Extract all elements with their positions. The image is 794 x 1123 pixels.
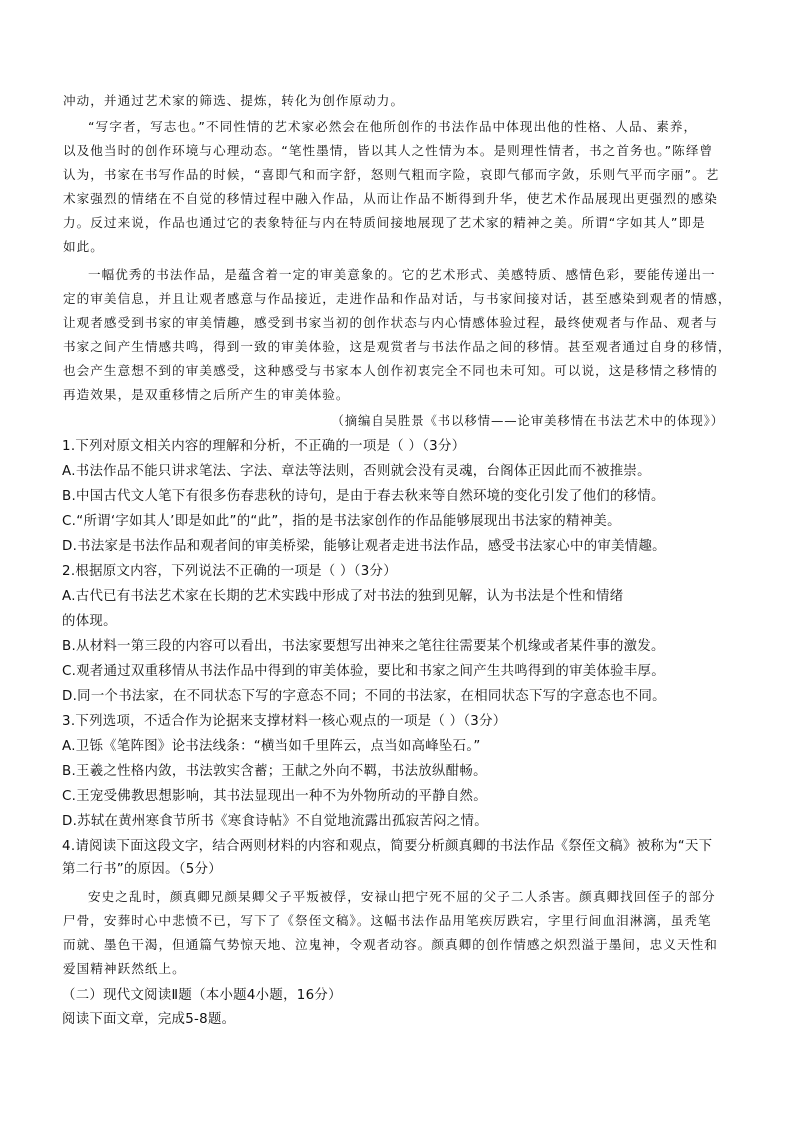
question-3-stem: 3.下列选项，不适合作为论据来支撑材料一核心观点的一项是（ ）（3分） [62, 714, 507, 729]
question-1-option-a: A.书法作品不能只讲求笔法、字法、章法等法则，否则就会没有灵魂，台阁体正因此而不被推崇。 [62, 464, 651, 479]
question-2-option-a-cont: 的体现。 [62, 614, 117, 629]
passage-line: 认为，书家在书写作品的时候，“喜即气和而字舒，怒则气粗而字险，哀即气郁而字敛，乐则气平而字丽”。艺 [63, 167, 720, 182]
passage-line: 以及他当时的创作环境与心理动态。“笔性墨情，皆以其人之性情为本。是则理性情者，书之首务也。”陈绎曾 [63, 143, 714, 158]
question-4-excerpt-line: 爱国精神跃然纸上。 [63, 961, 186, 976]
question-1-stem: 1.下列对原文相关内容的理解和分析，不正确的一项是（ ）（3分） [62, 439, 466, 454]
question-2-option-a: A.古代已有书法艺术家在长期的艺术实践中形成了对书法的独到见解，认为书法是个性和情绪 [62, 589, 624, 604]
question-4-stem-cont: 第二行书”的原因。（5分） [62, 862, 222, 877]
passage-line: 冲动，并通过艺术家的筛选、提炼，转化为创作原动力。 [63, 93, 405, 108]
passage-line: 一幅优秀的书法作品，是蕴含着一定的审美意象的。它的艺术形式、美感特质、感情色彩，要能传递出一 [88, 267, 716, 282]
passage-line: “写字者，写志也。”不同性情的艺术家必然会在他所创作的书法作品中体现出他的性格、人品、素养， [88, 119, 698, 134]
question-4-excerpt-line: 而就、墨色干渴，但通篇气势惊天地、泣鬼神，令观者动容。颜真卿的创作情感之炽烈溢于墨间，忠义天性和 [63, 937, 718, 952]
source-citation: （摘编自吴胜景《书以移情——论审美移情在书法艺术中的体现》） [331, 413, 724, 428]
section-heading: （二）现代文阅读Ⅱ题（本小题4小题，16分） [62, 988, 342, 1003]
question-3-option-d: D.苏轼在黄州寒食节所书《寒食诗帖》不自觉地流露出孤寂苦闷之情。 [62, 814, 488, 829]
question-2-option-b: B.从材料一第三段的内容可以看出，书法家要想写出神来之笔往往需要某个机缘或者某件事的激发。 [62, 639, 665, 654]
question-3-option-b: B.王羲之性格内敛，书法敦实含蓄；王献之外向不羁，书法放纵酣畅。 [62, 764, 487, 779]
question-1-option-b: B.中国古代文人笔下有很多伤春悲秋的诗句，是由于春去秋来等自然环境的变化引发了他们的移情。 [62, 489, 665, 504]
passage-line: 力。反过来说，作品也通过它的表象特征与内在特质间接地展现了艺术家的精神之美。所谓“字如其人”即是 [63, 215, 706, 230]
question-1-option-d: D.书法家是书法作品和观者间的审美桥梁，能够让观者走进书法作品，感受书法家心中的审美情趣。 [62, 539, 666, 554]
passage-line: 让观者感受到书家的审美情趣，感受到书家当初的创作状态与内心情感体验过程，最终使观者与作品、观者与 [63, 315, 718, 330]
passage-line: 定的审美信息，并且让观者感意与作品接近，走进作品和作品对话，与书家间接对话，甚至感染到观者的情感， [63, 291, 732, 306]
question-2-option-c: C.观者通过双重移情从书法作品中得到的审美体验，要比和书家之间产生共鸣得到的审美体验丰厚。 [62, 664, 665, 679]
question-3-option-a: A.卫铄《笔阵图》论书法线条：“横当如千里阵云，点当如高峰坠石。” [62, 739, 481, 754]
question-4-stem: 4.请阅读下面这段文字，结合两则材料的内容和观点，简要分析颜真卿的书法作品《祭侄文稿》被称为“天下 [62, 839, 713, 854]
question-2-stem: 2.根据原文内容，下列说法不正确的一项是（ ）（3分） [62, 564, 397, 579]
question-3-option-c: C.王宠受佛教思想影响，其书法显现出一种不为外物所动的平静自然。 [62, 789, 487, 804]
passage-line: 术家强烈的情绪在不自觉的移情过程中融入作品，从而让作品不断得到升华，使艺术作品展现出更强烈的感染 [63, 191, 718, 206]
question-1-option-c: C.“所谓‘字如其人’即是如此”的“此”，指的是书法家创作的作品能够展现出书法家的精神美。 [62, 514, 621, 529]
passage-line: 如此。 [63, 239, 104, 254]
passage-line: 再造效果，是双重移情之后所产生的审美体验。 [63, 387, 350, 402]
question-2-option-d: D.同一个书法家，在不同状态下写的字意态不同；不同的书法家，在相同状态下写的字意态也不同。 [62, 689, 666, 704]
question-4-excerpt-line: 尸骨，安葬时心中悲愤不已，写下了《祭侄文稿》。这幅书法作品用笔疾厉跌宕，字里行间血泪淋漓，虽秃笔 [63, 913, 712, 928]
question-4-excerpt-line: 安史之乱时，颜真卿兄颜杲卿父子平叛被俘，安禄山把宁死不屈的父子二人杀害。颜真卿找回侄子的部分 [88, 889, 716, 904]
passage-line: 也会产生意想不到的审美感受，这种感受与书家本人创作初衷完全不同也未可知。可以说，这是移情之移情的 [63, 363, 718, 378]
section-instruction: 阅读下面文章，完成5-8题。 [62, 1012, 236, 1027]
passage-line: 书家之间产生情感共鸣，得到一致的审美体验，这是观赏者与书法作品之间的移情。甚至观者通过自身的移情， [63, 339, 732, 354]
